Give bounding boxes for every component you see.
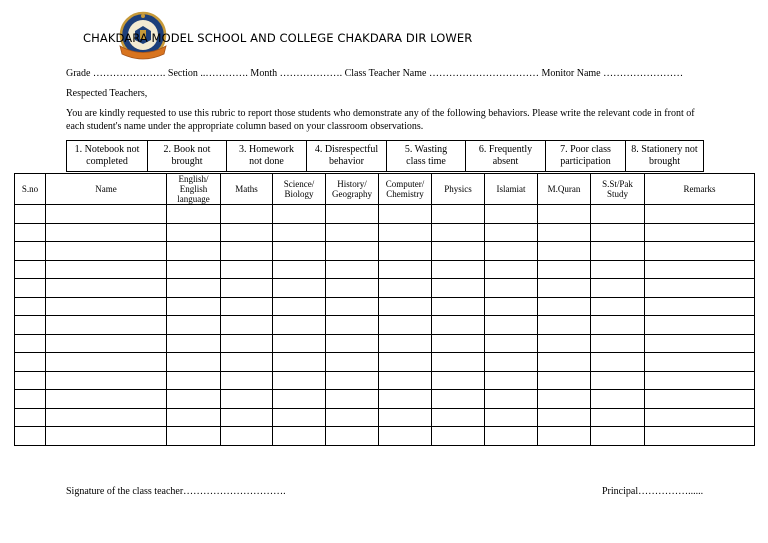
table-cell[interactable] [538, 279, 591, 298]
table-cell[interactable] [645, 427, 755, 446]
table-row [15, 334, 755, 353]
table-cell[interactable] [591, 279, 645, 298]
table-cell[interactable] [485, 260, 538, 279]
table-cell[interactable] [379, 427, 432, 446]
table-cell[interactable] [538, 334, 591, 353]
table-cell[interactable] [591, 334, 645, 353]
table-cell[interactable] [221, 390, 273, 409]
code-cell: 7. Poor class participation [545, 141, 625, 171]
column-header: Physics [432, 174, 485, 205]
table-cell[interactable] [538, 427, 591, 446]
table-cell[interactable] [432, 353, 485, 372]
table-cell[interactable] [221, 223, 273, 242]
table-cell[interactable] [538, 242, 591, 261]
table-cell[interactable] [221, 242, 273, 261]
table-cell[interactable] [15, 205, 46, 224]
table-cell[interactable] [485, 316, 538, 335]
table-cell[interactable] [326, 279, 379, 298]
table-row [15, 371, 755, 390]
table-row [15, 297, 755, 316]
table-cell[interactable] [591, 242, 645, 261]
column-header: M.Quran [538, 174, 591, 205]
info-line: Grade …………………. Section ..…………. Month ………………. Class Teacher Name …………………………… Monitor Name …………………… [66, 68, 684, 79]
table-cell[interactable] [221, 427, 273, 446]
table-row [15, 390, 755, 409]
table-cell[interactable] [591, 408, 645, 427]
table-header-row [15, 174, 755, 205]
table-cell[interactable] [326, 353, 379, 372]
table-cell[interactable] [485, 334, 538, 353]
table-cell[interactable] [485, 205, 538, 224]
table-cell[interactable] [432, 390, 485, 409]
table-cell[interactable] [326, 223, 379, 242]
table-cell[interactable] [167, 242, 221, 261]
table-cell[interactable] [46, 242, 167, 261]
table-cell[interactable] [645, 316, 755, 335]
table-cell[interactable] [326, 408, 379, 427]
table-cell[interactable] [326, 242, 379, 261]
table-cell[interactable] [273, 390, 326, 409]
table-cell[interactable] [326, 260, 379, 279]
column-header: Computer/ Chemistry [379, 174, 432, 205]
table-cell[interactable] [15, 427, 46, 446]
column-header: S.no [15, 174, 46, 205]
table-cell[interactable] [485, 371, 538, 390]
table-row [15, 353, 755, 372]
table-cell[interactable] [167, 316, 221, 335]
code-cell: 2. Book not brought [147, 141, 226, 171]
table-cell[interactable] [273, 223, 326, 242]
table-cell[interactable] [538, 371, 591, 390]
table-cell[interactable] [273, 260, 326, 279]
table-cell[interactable] [485, 279, 538, 298]
table-cell[interactable] [221, 371, 273, 390]
table-cell[interactable] [538, 316, 591, 335]
table-cell[interactable] [15, 242, 46, 261]
table-cell[interactable] [432, 242, 485, 261]
table-cell[interactable] [167, 390, 221, 409]
table-row [15, 260, 755, 279]
table-cell[interactable] [379, 371, 432, 390]
code-cell: 4. Disrespectful behavior [306, 141, 386, 171]
column-header: Islamiat [485, 174, 538, 205]
table-cell[interactable] [46, 260, 167, 279]
table-cell[interactable] [645, 223, 755, 242]
column-header: Maths [221, 174, 273, 205]
table-cell[interactable] [645, 297, 755, 316]
table-cell[interactable] [538, 260, 591, 279]
table-cell[interactable] [432, 427, 485, 446]
behavior-codes [66, 140, 704, 172]
table-cell[interactable] [432, 297, 485, 316]
table-cell[interactable] [46, 371, 167, 390]
table-cell[interactable] [167, 408, 221, 427]
table-cell[interactable] [46, 205, 167, 224]
table-cell[interactable] [538, 353, 591, 372]
table-cell[interactable] [591, 390, 645, 409]
table-cell[interactable] [591, 316, 645, 335]
table-cell[interactable] [167, 353, 221, 372]
table-cell[interactable] [15, 353, 46, 372]
table-cell[interactable] [379, 390, 432, 409]
table-cell[interactable] [379, 353, 432, 372]
table-cell[interactable] [46, 297, 167, 316]
table-cell[interactable] [645, 242, 755, 261]
table-row [15, 205, 755, 224]
table-cell[interactable] [645, 205, 755, 224]
table-cell[interactable] [221, 297, 273, 316]
code-cell: 6. Frequently absent [465, 141, 545, 171]
greeting: Respected Teachers, [66, 88, 148, 99]
table-cell[interactable] [273, 371, 326, 390]
table-cell[interactable] [273, 408, 326, 427]
table-cell[interactable] [485, 297, 538, 316]
table-cell[interactable] [273, 353, 326, 372]
table-cell[interactable] [221, 316, 273, 335]
table-cell[interactable] [15, 408, 46, 427]
table-cell[interactable] [167, 279, 221, 298]
table-cell[interactable] [167, 205, 221, 224]
table-cell[interactable] [432, 316, 485, 335]
table-cell[interactable] [221, 334, 273, 353]
table-cell[interactable] [326, 390, 379, 409]
table-cell[interactable] [432, 408, 485, 427]
table-cell[interactable] [485, 390, 538, 409]
table-cell[interactable] [538, 297, 591, 316]
table-cell[interactable] [645, 260, 755, 279]
column-header: Science/ Biology [273, 174, 326, 205]
table-row [15, 408, 755, 427]
table-cell[interactable] [15, 371, 46, 390]
table-cell[interactable] [326, 427, 379, 446]
table-cell[interactable] [167, 427, 221, 446]
table-cell[interactable] [167, 223, 221, 242]
column-header: Remarks [645, 174, 755, 205]
behavior-table [14, 173, 755, 446]
table-cell[interactable] [273, 334, 326, 353]
table-cell[interactable] [221, 408, 273, 427]
table-cell[interactable] [15, 260, 46, 279]
table-cell[interactable] [591, 353, 645, 372]
column-header: S.St/Pak Study [591, 174, 645, 205]
table-cell[interactable] [326, 334, 379, 353]
table-cell[interactable] [379, 223, 432, 242]
table-row [15, 279, 755, 298]
table-cell[interactable] [379, 297, 432, 316]
table-cell[interactable] [167, 371, 221, 390]
table-cell[interactable] [379, 205, 432, 224]
table-cell[interactable] [645, 353, 755, 372]
table-row [15, 223, 755, 242]
table-cell[interactable] [46, 316, 167, 335]
table-cell[interactable] [273, 316, 326, 335]
table-cell[interactable] [46, 390, 167, 409]
table-cell[interactable] [432, 279, 485, 298]
table-cell[interactable] [645, 390, 755, 409]
table-cell[interactable] [538, 390, 591, 409]
table-cell[interactable] [432, 205, 485, 224]
table-cell[interactable] [273, 279, 326, 298]
table-cell[interactable] [273, 297, 326, 316]
table-cell[interactable] [221, 353, 273, 372]
table-cell[interactable] [46, 334, 167, 353]
column-header: History/ Geography [326, 174, 379, 205]
table-cell[interactable] [221, 205, 273, 224]
table-cell[interactable] [167, 260, 221, 279]
teacher-signature: Signature of the class teacher…………………………. [66, 486, 286, 497]
table-cell[interactable] [379, 316, 432, 335]
table-cell[interactable] [591, 371, 645, 390]
table-cell[interactable] [46, 223, 167, 242]
table-cell[interactable] [645, 334, 755, 353]
table-cell[interactable] [485, 408, 538, 427]
table-cell[interactable] [326, 316, 379, 335]
table-cell[interactable] [46, 279, 167, 298]
table-cell[interactable] [432, 260, 485, 279]
table-row [15, 427, 755, 446]
table-cell[interactable] [221, 260, 273, 279]
table-cell[interactable] [432, 223, 485, 242]
code-cell: 8. Stationery not brought [625, 141, 703, 171]
table-row [15, 316, 755, 335]
code-cell: 5. Wasting class time [386, 141, 465, 171]
table-cell[interactable] [15, 334, 46, 353]
table-cell[interactable] [485, 223, 538, 242]
table-cell[interactable] [46, 427, 167, 446]
table-cell[interactable] [485, 353, 538, 372]
table-cell[interactable] [15, 223, 46, 242]
table-cell[interactable] [485, 242, 538, 261]
table-cell[interactable] [326, 297, 379, 316]
table-cell[interactable] [46, 353, 167, 372]
column-header: Name [46, 174, 167, 205]
table-cell[interactable] [221, 279, 273, 298]
table-cell[interactable] [591, 427, 645, 446]
table-cell[interactable] [645, 408, 755, 427]
table-cell[interactable] [591, 260, 645, 279]
table-cell[interactable] [538, 408, 591, 427]
code-cell: 1. Notebook not completed [74, 144, 140, 167]
table-cell[interactable] [273, 242, 326, 261]
table-cell[interactable] [591, 223, 645, 242]
table-cell[interactable] [432, 334, 485, 353]
table-cell[interactable] [273, 427, 326, 446]
table-cell[interactable] [379, 260, 432, 279]
table-cell[interactable] [15, 390, 46, 409]
table-cell[interactable] [379, 334, 432, 353]
table-cell[interactable] [15, 297, 46, 316]
school-title: CHAKDARA MODEL SCHOOL AND COLLEGE CHAKDARA DIR LOWER [83, 31, 473, 45]
table-cell[interactable] [591, 205, 645, 224]
table-cell[interactable] [538, 223, 591, 242]
instructions: You are kindly requested to use this rubric to report those students who demonstrate any of the following behaviors. Please write the relevant code in front of each student's name under the appropriate column based on your classroom observations. [66, 108, 695, 132]
table-cell[interactable] [15, 316, 46, 335]
table-cell[interactable] [326, 371, 379, 390]
table-cell[interactable] [273, 205, 326, 224]
table-cell[interactable] [485, 427, 538, 446]
table-cell[interactable] [326, 205, 379, 224]
table-cell[interactable] [167, 297, 221, 316]
table-cell[interactable] [379, 242, 432, 261]
table-cell[interactable] [46, 408, 167, 427]
principal-signature: Principal……………...... [602, 486, 704, 497]
table-cell[interactable] [645, 279, 755, 298]
table-cell[interactable] [379, 408, 432, 427]
table-cell[interactable] [645, 371, 755, 390]
table-cell[interactable] [591, 297, 645, 316]
table-cell[interactable] [379, 279, 432, 298]
code-cell: 3. Homework not done [226, 141, 306, 171]
column-header: English/ English language [167, 174, 221, 205]
table-cell[interactable] [432, 371, 485, 390]
table-cell[interactable] [15, 279, 46, 298]
table-cell[interactable] [167, 334, 221, 353]
table-row [15, 242, 755, 261]
table-cell[interactable] [538, 205, 591, 224]
